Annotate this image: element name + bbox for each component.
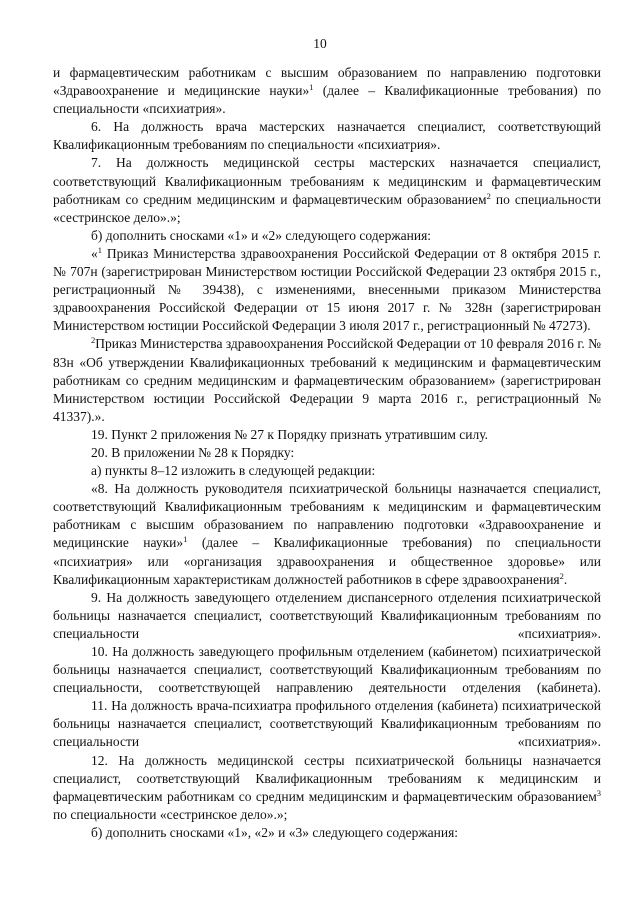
paragraph-text: Приказ Министерства здравоохранения Российской Федерации от 8 октября 2015 г. № 707н (зарегистрирован Министерством юстиции Российской Федерации 23 октября 2015 г., регистрационный № 39438), с изменениями, внесенными приказом Министерства здравоохранения Российской Федерации от 15 июня 2017 г. № 328н (зарегистрирован Министерством юстиции Российской Федерации 3 июля 2017 г., регистрационный № 47273). bbox=[53, 245, 601, 334]
paragraph-item-7 bbox=[53, 154, 601, 226]
paragraph-item-19: 19. Пункт 2 приложения № 27 к Порядку признать утратившим силу. bbox=[91, 426, 488, 442]
paragraph-item-11: 11. На должность врача-психиатра профильного отделения (кабинета) психиатрической больницы назначается специалист, соответствующий Квалификационным требованиям по специальности «психиатрия». bbox=[53, 698, 601, 750]
paragraph-item-20: 20. В приложении № 28 к Порядку: bbox=[91, 444, 295, 460]
paragraph-item-12 bbox=[53, 752, 601, 824]
document-body bbox=[53, 64, 601, 842]
quote-open: « bbox=[91, 245, 98, 261]
paragraph-text: 7. На должность медицинской сестры мастерских назначается специалист, соответствующий Квалификационным требованиям к медицинским и фармацевтическим работникам со средним медицинским и фармацевтическим образованием bbox=[53, 155, 601, 207]
paragraph-item-8 bbox=[53, 480, 601, 589]
footnote-2-text bbox=[53, 335, 601, 425]
paragraph-text: . bbox=[563, 571, 568, 587]
footnote-ref: 2 bbox=[486, 190, 491, 201]
paragraph-text: «8. На должность руководителя психиатрической больницы назначается специалист, соответствующий Квалификационным требованиям к медицинским и фармацевтическим работникам с высшим образованием по направлению подготовки «Здравоохранение и медицинские науки» bbox=[53, 481, 601, 551]
paragraph-subitem-a: а) пункты 8–12 изложить в следующей редакции: bbox=[91, 463, 376, 479]
footnote-mark: 1 bbox=[97, 244, 102, 255]
paragraph-text: по специальности «сестринское дело».»; bbox=[53, 191, 601, 225]
footnote-1-text bbox=[53, 245, 601, 335]
paragraph-text: (далее – Квалификационные требования) по специальности «психиатрия». bbox=[53, 83, 601, 117]
paragraph-item-10: 10. На должность заведующего профильным отделением (кабинетом) психиатрической больницы назначается специалист, соответствующий Квалификационным требованиям по специальности, соответствующей направлению деятельности отделения (кабинета). bbox=[53, 644, 601, 696]
paragraph-subitem-b: б) дополнить сносками «1» и «2» следующего содержания: bbox=[91, 227, 432, 243]
paragraph-text: и фармацевтическим работникам с высшим образованием по направлению подготовки «Здравоохранение и медицинские науки» bbox=[53, 65, 601, 99]
paragraph-continuation bbox=[53, 64, 601, 118]
paragraph-text: (далее – Квалификационные требования) по специальности «психиатрия» или «организация здравоохранения и общественное здоровье» или Квалификационным характеристикам должностей работников в сфере здравоохранения bbox=[53, 535, 601, 587]
footnote-ref: 3 bbox=[596, 787, 601, 798]
footnote-ref: 2 bbox=[559, 570, 564, 581]
footnote-ref: 1 bbox=[183, 534, 188, 545]
paragraph-text: по специальности «сестринское дело».»; bbox=[53, 806, 288, 822]
paragraph-item-6: 6. На должность врача мастерских назначается специалист, соответствующий Квалификационным требованиям по специальности «психиатрия». bbox=[53, 119, 601, 153]
paragraph-item-9: 9. На должность заведующего отделением диспансерного отделения психиатрической больницы назначается специалист, соответствующий Квалификационным требованиям по специальности «психиатрия». bbox=[53, 589, 601, 641]
page-number: 10 bbox=[313, 36, 327, 51]
paragraph-text: 12. На должность медицинской сестры психиатрической больницы назначается специалист, соответствующий Квалификационным требованиям к медицинским и фармацевтическим работникам со средним медицинским и фармацевтическим образованием bbox=[53, 752, 601, 804]
paragraph-subitem-b-2: б) дополнить сносками «1», «2» и «3» следующего содержания: bbox=[91, 824, 459, 840]
footnote-ref: 1 bbox=[309, 82, 314, 93]
footnote-mark: 2 bbox=[91, 335, 96, 346]
paragraph-text: Приказ Министерства здравоохранения Российской Федерации от 10 февраля 2016 г. № 83н «Об утверждении Квалификационных требований к медицинским и фармацевтическим работникам со средним медицинским и фармацевтическим образованием» (зарегистрирован Министерством юстиции Российской Федерации 9 марта 2016 г., регистрационный № 41337).». bbox=[53, 336, 601, 424]
